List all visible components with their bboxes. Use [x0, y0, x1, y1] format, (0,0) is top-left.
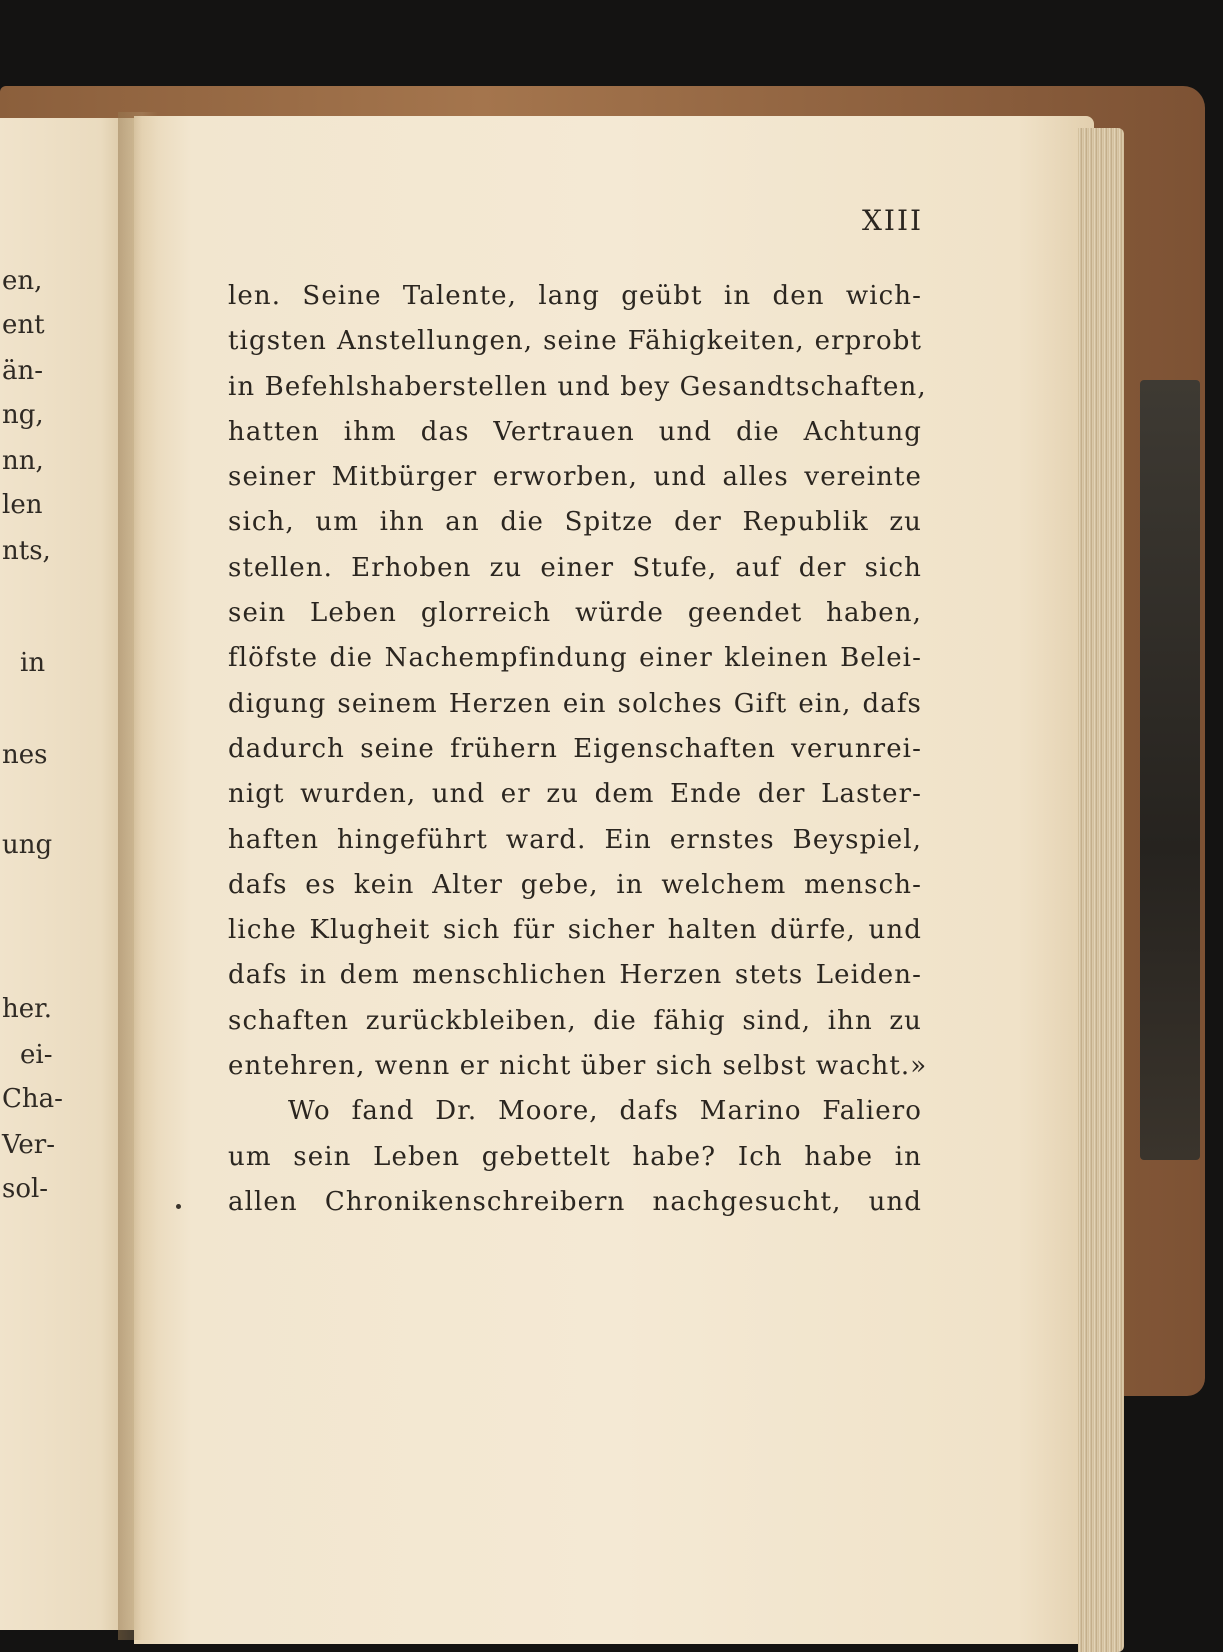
text-line: nigt wurden, und er zu dem Ende der Laster-	[228, 779, 922, 810]
text-line: seiner Mitbürger erworben, und alles vereinte	[228, 462, 922, 493]
page-number: XIII	[862, 204, 924, 237]
left-fragment: en,	[2, 266, 43, 296]
cover-spine-wear	[1140, 380, 1200, 1160]
text-line: entehren, wenn er nicht über sich selbst wacht.»	[228, 1051, 928, 1082]
left-fragment: sol-	[2, 1174, 49, 1204]
left-fragment: Cha-	[2, 1084, 63, 1114]
left-fragment: än-	[2, 356, 44, 386]
left-fragment: nn,	[2, 446, 44, 476]
page-edges	[1078, 128, 1124, 1652]
text-line: sich, um ihn an die Spitze der Republik zu	[228, 507, 922, 538]
text-line: dafs in dem menschlichen Herzen stets Leiden-	[228, 960, 922, 991]
left-fragment: ng,	[2, 400, 44, 430]
text-line: len. Seine Talente, lang geübt in den wich-	[228, 281, 922, 311]
left-fragment: nes	[2, 740, 48, 770]
text-line: dadurch seine frühern Eigenschaften verunrei-	[228, 733, 922, 764]
text-line: Wo fand Dr. Moore, dafs Marino Faliero	[288, 1096, 922, 1127]
left-fragment: nts,	[2, 536, 51, 566]
text-line: tigsten Anstellungen, seine Fähigkeiten, erprobt	[228, 326, 922, 357]
left-fragment: ung	[2, 830, 53, 860]
text-line: hatten ihm das Vertrauen und die Achtung	[228, 416, 922, 447]
book-gutter	[118, 112, 158, 1640]
text-line: sein Leben glorreich würde geendet haben,	[228, 598, 922, 629]
left-fragment: len	[2, 490, 43, 520]
text-line: haften hingeführt ward. Ein ernstes Beyspiel,	[228, 824, 922, 855]
text-line: stellen. Erhoben zu einer Stufe, auf der sich	[228, 552, 922, 583]
text-line: flöfste die Nachempfindung einer kleinen Belei-	[228, 643, 922, 674]
left-fragment: Ver-	[2, 1130, 55, 1160]
left-fragment: her.	[2, 994, 52, 1024]
text-line: digung seinem Herzen ein solches Gift ein, dafs	[228, 688, 922, 719]
body-text	[228, 274, 928, 1225]
text-line: in Befehlshaberstellen und bey Gesandtschaften,	[228, 371, 927, 402]
text-line: um sein Leben gebettelt habe? Ich habe in	[228, 1141, 922, 1172]
left-fragment: ei-	[20, 1040, 53, 1070]
left-fragment: in	[20, 648, 46, 678]
text-line: schaften zurückbleiben, die fähig sind, ihn zu	[228, 1005, 922, 1036]
left-page	[0, 118, 134, 1630]
text-line: allen Chronikenschreibern nachgesucht, und	[228, 1186, 922, 1217]
text-line: dafs es kein Alter gebe, in welchem mensch-	[228, 869, 922, 900]
left-fragment: ent	[2, 310, 45, 340]
text-line: liche Klugheit sich für sicher halten dürfe, und	[228, 915, 922, 946]
margin-mark	[176, 1204, 181, 1209]
